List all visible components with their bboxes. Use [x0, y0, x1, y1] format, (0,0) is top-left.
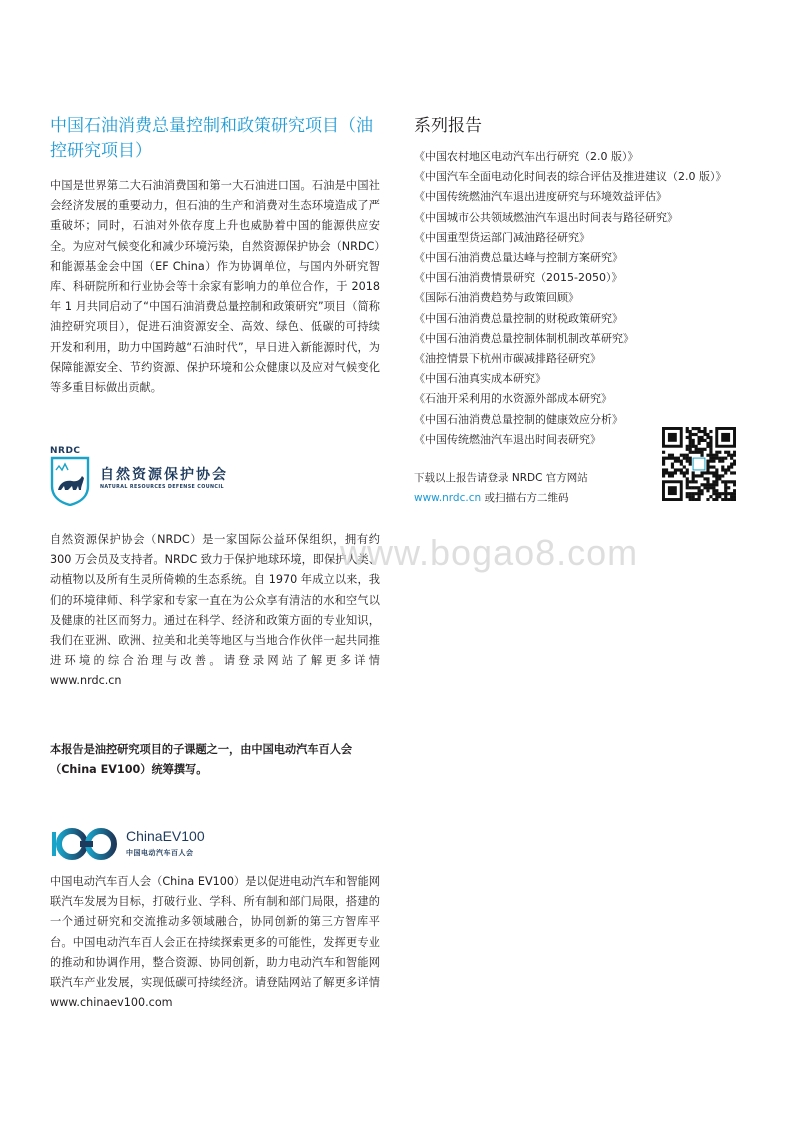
nrdc-logo-word: NRDC	[50, 446, 81, 456]
subtopic-note: 本报告是油控研究项目的子课题之一，由中国电动汽车百人会（China EV100）统筹撰写。	[50, 743, 353, 777]
download-url-link[interactable]: www.nrdc.cn	[414, 492, 482, 504]
report-item: 《中国传统燃油汽车退出时间表研究》	[414, 432, 601, 446]
ev100-description: 中国电动汽车百人会（China EV100）是以促进电动汽车和智能网联汽车发展为目标，打破行业、学科、所有制和部门局限，搭建的一个通过研究和交流推动多领域融合，协同创新的第三方智库平台。中国电动汽车百人会正在持续探索更多的可能性，发挥更专业的推动和协调作用，整合资源、协同创新，助力电动汽车和智能网联汽车产业发展，实现低碳可持续经济。请登陆网站了解更多详情 www.chinaev100.com	[50, 875, 380, 1010]
project-title: 中国石油消费总量控制和政策研究项目（油控研究项目）	[50, 116, 373, 161]
report-item: 《国际石油消费趋势与政策回顾》	[414, 291, 579, 305]
ev100-logo-subtitle: 中国电动汽车百人会	[126, 849, 194, 857]
ev100-logo	[50, 824, 250, 864]
report-item: 《中国汽车全面电动化时间表的综合评估及推进建议（2.0 版）》	[414, 170, 727, 184]
report-item: 《中国重型货运部门减油路径研究》	[414, 230, 590, 244]
report-item: 《中国传统燃油汽车退出进度研究与环境效益评估》	[414, 190, 667, 204]
report-item: 《中国石油消费总量达峰与控制方案研究》	[414, 251, 623, 265]
report-item: 《油控情景下杭州市碳减排路径研究》	[414, 352, 601, 366]
report-item: 《中国石油真实成本研究》	[414, 372, 546, 386]
report-item: 《中国石油消费总量控制的健康效应分析》	[414, 412, 623, 426]
report-item: 《中国石油消费总量控制体制机制改革研究》	[414, 331, 634, 345]
nrdc-shield-icon	[50, 456, 90, 506]
download-line-2	[414, 488, 654, 508]
report-item: 《中国农村地区电动汽车出行研究（2.0 版）》	[414, 150, 639, 163]
series-section	[414, 114, 754, 450]
ev100-circles-icon	[50, 824, 122, 864]
project-description: 中国是世界第二大石油消费国和第一大石油进口国。石油是中国社会经济发展的重要动力，但石油的生产和消费对生态环境造成了严重破坏；同时，石油对外依存度上升也威胁着中国的能源供应安全。为应对气候变化和减少环境污染，自然资源保护协会（NRDC）和能源基金会中国（EF China）作为协调单位，与国内外研究智库、科研院所和行业协会等十余家有影响力的单位合作，于 2018 年 1 月共同启动了“中国石油消费总量控制和政策研究”项目（简称油控研究项目），促进石油资源安全、高效、绿色、低碳的可持续开发和利用，助力中国跨越“石油时代”，早日进入新能源时代，为保障能源安全、节约资源、保护环境和公众健康以及应对气候变化等多重目标做出贡献。	[50, 179, 380, 395]
report-list	[414, 147, 754, 450]
report-item: 《石油开采利用的水资源外部成本研究》	[414, 392, 612, 406]
nrdc-logo-english: NATURAL RESOURCES DEFENSE COUNCIL	[100, 485, 224, 490]
project-section	[50, 114, 380, 398]
nrdc-logo-chinese: 自然资源保护协会	[100, 467, 228, 483]
report-item: 《中国石油消费总量控制的财税政策研究》	[414, 311, 623, 325]
subtopic-section	[50, 740, 380, 780]
ev100-section	[50, 872, 380, 1013]
download-line-1: 下载以上报告请登录 NRDC 官方网站	[414, 472, 588, 484]
nrdc-description: 自然资源保护协会（NRDC）是一家国际公益环保组织，拥有约 300 万会员及支持者。NRDC 致力于保护地球环境，即保护人类、动植物以及所有生灵所倚赖的生态系统。自 1970 年成立以来，我们的环境律师、科学家和专家一直在为公众享有清洁的水和空气以及健康的社区而努力。通过在科学、经济和政策方面的专业知识，我们在亚洲、欧洲、拉美和北美等地区与当地合作伙伴一起共同推进环境的综合治理与改善。请登录网站了解更多详情 www.nrdc.cn	[50, 533, 380, 688]
series-title: 系列报告	[414, 116, 482, 136]
download-note	[414, 468, 654, 508]
nrdc-logo	[50, 446, 290, 508]
ev100-logo-brand: ChinaEV100	[126, 828, 205, 844]
nrdc-section	[50, 530, 380, 692]
report-item: 《中国城市公共领域燃油汽车退出时间表与路径研究》	[414, 210, 678, 224]
watermark: www.bogao8.com	[340, 532, 639, 573]
report-item: 《中国石油消费情景研究（2015-2050）》	[414, 271, 623, 285]
download-line-2-suffix: 或扫描右方二维码	[484, 492, 569, 504]
qr-code-icon[interactable]	[662, 427, 736, 501]
